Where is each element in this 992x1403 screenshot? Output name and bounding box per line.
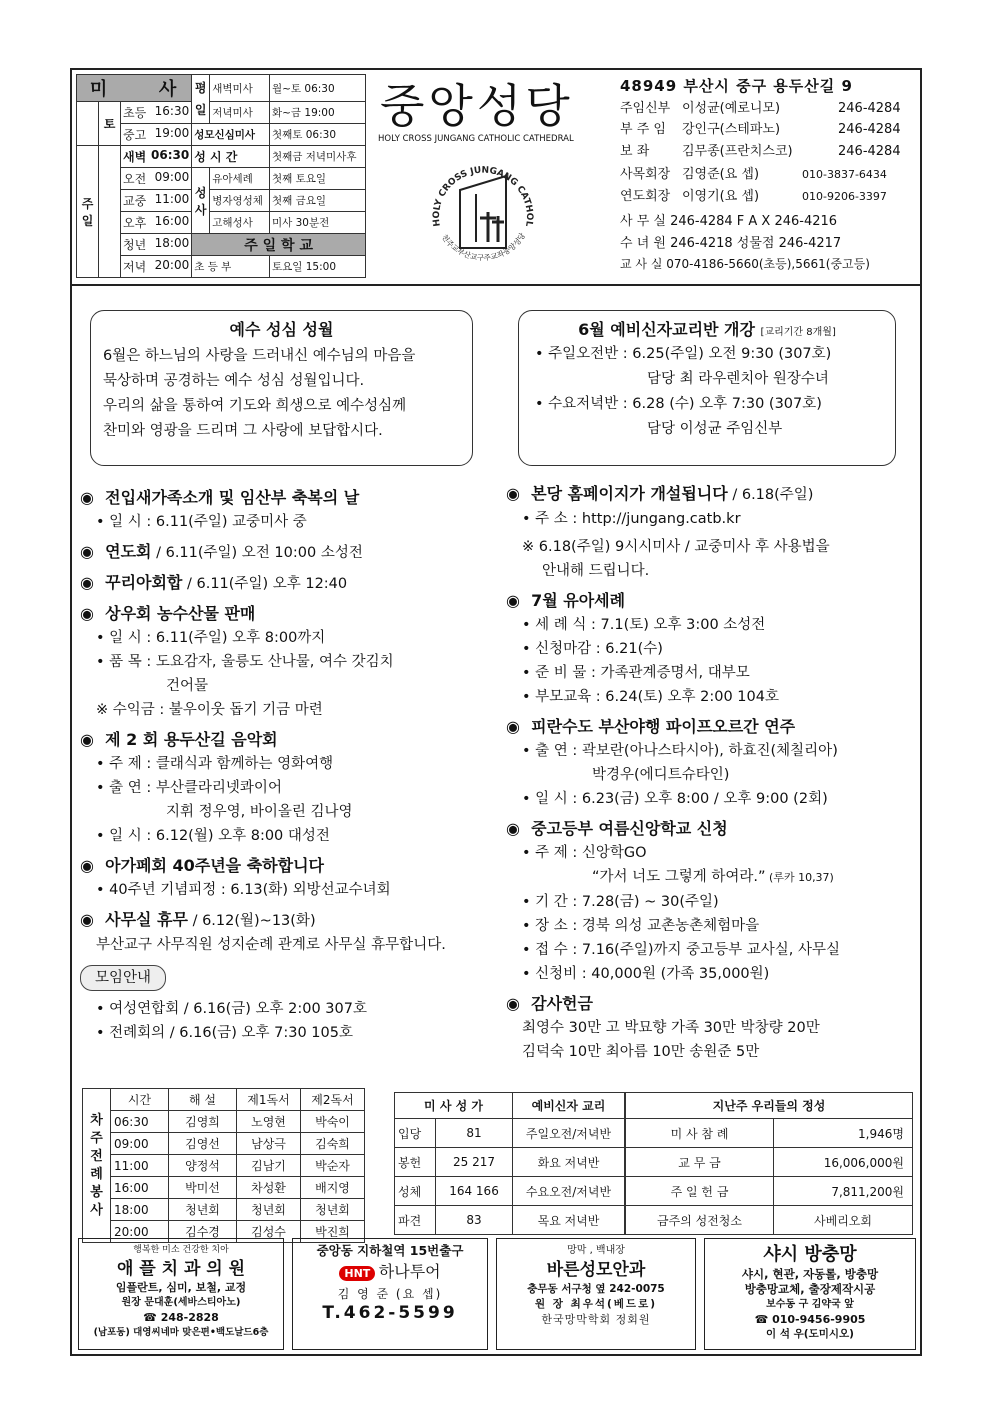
mass-title: 미 사 <box>77 75 192 102</box>
table-row: 미 사 참 례 1,946명 <box>626 1119 913 1148</box>
table-row: 주 일 헌 금 7,811,200원 <box>626 1177 913 1206</box>
school-name: 초 등 부 <box>192 256 270 278</box>
notice-line: • 준 비 물 : 가족관계증명서, 대부모 <box>522 665 750 681</box>
col-header: 예비신자 교리 <box>513 1093 625 1119</box>
notice-line: 안내해 드립니다. <box>542 563 650 579</box>
teachers-phone: 교 사 실 070-4186-5660(초등),5661(중고등) <box>620 257 870 271</box>
notice-line: • 주 제 : 신앙학GO <box>522 845 647 861</box>
mass-time: 월~토 06:30 <box>269 75 365 102</box>
school-time: 토요일 15:00 <box>269 256 365 278</box>
staff-row: 사목회장 김영준(요 셉) 010-3837-6434 <box>620 167 887 182</box>
notice-line: • 기 간 : 7.28(금) ~ 30(주일) <box>522 894 719 910</box>
box-line: 6월은 하느님의 사랑을 드러내신 예수님의 마음을 <box>103 348 416 364</box>
notice-line: 박경우(에디트슈타인) <box>592 767 730 783</box>
table-row: 교 무 금 16,006,000원 <box>626 1148 913 1177</box>
notice-line: • 출 연 : 부산클라리넷콰이어 <box>96 780 282 796</box>
box-line: 묵상하며 공경하는 예수 성심 성월입니다. <box>103 373 365 389</box>
notice-line: “가서 너도 그렇게 하여라.” (루카 10,37) <box>592 869 834 885</box>
notice-line: • 일 시 : 6.12(월) 오후 8:00 대성전 <box>96 828 330 844</box>
sacrament-time: 첫째 금요일 <box>269 190 365 212</box>
mass-time: 첫째토 06:30 <box>269 124 365 146</box>
sacrament-time: 미사 30분전 <box>269 212 365 234</box>
notice-line: • 세 례 식 : 7.1(토) 오후 3:00 소성전 <box>522 617 766 633</box>
meeting-line: • 여성연합회 / 6.16(금) 오후 2:00 307호 <box>96 1001 367 1017</box>
notice-line: • 일 시 : 6.23(금) 오후 8:00 / 오후 9:00 (2회) <box>522 791 828 807</box>
col-header: 제1독서 <box>237 1089 301 1111</box>
box-title: 예수 성심 성월 <box>229 320 334 339</box>
notice-line: • 장 소 : 경북 의성 교촌농촌체험마을 <box>522 918 760 934</box>
notice-line: 최영수 30만 고 박묘향 가족 30만 박창량 20만 <box>522 1020 820 1036</box>
sacrament-name: 병자영성체 <box>210 190 270 212</box>
notice-title: ◉ 감사헌금 <box>506 994 593 1013</box>
sacrament-time-label: 성 시 간 <box>192 146 270 168</box>
notice-line: ※ 6.18(주일) 9시시미사 / 교중미사 후 사용법을 <box>522 539 830 555</box>
svg-text:HOLY CROSS JUNGANG CATHOLIC CA: HOLY CROSS JUNGANG CATHOL <box>431 165 535 228</box>
table-row: 봉헌 25 217 화요 저녁반 <box>395 1148 625 1177</box>
sacrament-label: 성사 <box>192 168 210 234</box>
office-phone: 사 무 실 246-4284 F A X 246-4216 <box>620 214 838 229</box>
offering-table <box>625 1092 913 1235</box>
seal-korean: 천주교부산교구주교좌중앙성당 <box>439 231 528 263</box>
bulletin-page <box>70 68 922 1356</box>
mass-name: 초등 16:30 <box>121 102 192 124</box>
roster-label: 차주전례봉사 <box>83 1089 111 1243</box>
mass-name: 중고 19:00 <box>121 124 192 146</box>
col-header: 시간 <box>111 1089 169 1111</box>
sacred-heart-box <box>90 310 473 466</box>
col-header: 제2독서 <box>301 1089 365 1111</box>
table-row: 성체 164 166 수요오전/저녁반 <box>395 1177 625 1206</box>
table-row: 파견 83 목요 저녁반 <box>395 1206 625 1235</box>
box-line: 찬미와 영광을 드리며 그 사랑에 보답합시다. <box>103 423 383 439</box>
notice-title: ◉ 제 2 회 용두산길 음악회 <box>80 730 278 749</box>
table-row: 16:00 박미선 차성환 배지영 <box>83 1177 365 1199</box>
notice-title: ◉ 본당 홈페이지가 개설됩니다 / 6.18(주일) <box>506 484 814 503</box>
table-row: 20:00 김수경 김성수 박진희 <box>83 1221 365 1243</box>
mass-schedule-table: 미 사 평일 새벽미사 월~토 06:30 토 초등 16:30 저녁미사 화~금 19:00 중고 19:00 성모신심미사 첫째토 06:30 주일 새벽 06:30 성 시 간 첫째금 저녁미사후 오전 09:00 성사 유아세례 첫째 토요일 교중 11:00 병자영성체 첫째 금요일 오후 16:00 고해성사 미사 30분전 청년 18:00 주 일 학 교 저녁 20:00 초 등 부 토요일 15:00 <box>76 74 366 278</box>
notice-title: ◉ 피란수도 부산야행 파이프오르간 연주 <box>506 717 796 736</box>
notice-title: ◉ 꾸리아회합 / 6.11(주일) 오후 12:40 <box>80 573 348 592</box>
contact-block <box>620 76 916 276</box>
table-row: 11:00 양정석 김남기 박순자 <box>83 1155 365 1177</box>
table-row: 06:30 김영희 노영현 박숙이 <box>83 1111 365 1133</box>
ad-window: 샤시 방충망 샤시, 현관, 자동롤, 방충망 방충망교체, 출장제작시공 보수동 구 김약국 앞 ☎ 010-9456-9905 이 석 우(도미시오) <box>704 1238 916 1350</box>
notice-line: 부산교구 사무직원 성지순례 관계로 사무실 휴무합니다. <box>96 937 446 953</box>
sacrament-time: 첫째금 저녁미사후 <box>269 146 365 168</box>
offering-title: 지난주 우리들의 정성 <box>626 1093 913 1119</box>
sat-label: 토 <box>99 102 121 146</box>
box-line: • 주일오전반 : 6.25(주일) 오전 9:30 (307호) <box>535 346 832 362</box>
notice-line: • 출 연 : 곽보란(아나스타시아), 하효진(체칠리아) <box>522 743 838 759</box>
header-divider <box>72 284 920 286</box>
ads-row <box>76 1238 916 1352</box>
mass-name: 새벽미사 <box>210 75 270 102</box>
notice-line: • 일 시 : 6.11(주일) 오후 8:00까지 <box>96 630 326 646</box>
church-title: 중앙성당 <box>380 79 574 133</box>
sun-label: 주일 <box>77 146 99 278</box>
table-row: 입당 81 주일오전/저녁반 <box>395 1119 625 1148</box>
col-header: 해 설 <box>169 1089 237 1111</box>
table-row: 18:00 청년회 청년회 청년회 <box>83 1199 365 1221</box>
ad-travel: 중앙동 지하철역 15번출구 HNT 하나투어 김 영 준 (요 셉) T.462-5599 <box>292 1238 488 1350</box>
box-line: • 수요저녁반 : 6.28 (수) 오후 7:30 (307호) <box>535 396 822 412</box>
box-line: 우리의 삶을 통하여 기도와 희생으로 예수성심께 <box>103 398 407 414</box>
notice-line: • 신청마감 : 6.21(수) <box>522 641 663 657</box>
box-line: 담당 최 라우렌치아 원장수녀 <box>647 371 829 387</box>
mass-stats-table <box>394 1092 625 1235</box>
notice-line: • 접 수 : 7.16(주일)까지 중고등부 교사실, 사무실 <box>522 942 841 958</box>
mass-time: 화~금 19:00 <box>269 102 365 124</box>
staff-row: 주임신부 이성균(예로니모) 246-4284 <box>620 100 901 116</box>
notice-title: ◉ 아가페회 40주년을 축하합니다 <box>80 856 324 875</box>
table-row: 금주의 성전청소 사베리오회 <box>626 1206 913 1235</box>
staff-row: 부 주 임 강인구(스테파노) 246-4284 <box>620 122 901 137</box>
homepage-link[interactable]: • 주 소 : http://jungang.catb.kr <box>522 511 741 527</box>
notice-line: • 주 제 : 클래식과 함께하는 영화여행 <box>96 756 334 772</box>
ad-dental: 행복한 미소 건강한 치아 애 플 치 과 의 원 임플란트, 심미, 보철, 교정 원장 문대훈(세바스티아노) ☎ 248-2828 (남포동) 대영씨네마 맞은편•백도날드6층 <box>78 1238 284 1350</box>
convent-phone: 수 녀 원 246-4218 성물점 246-4217 <box>620 235 842 251</box>
sacrament-name: 고해성사 <box>210 212 270 234</box>
meetings-tab: 모임안내 <box>80 965 166 991</box>
notice-line: 건어물 <box>166 678 209 694</box>
service-roster-table <box>82 1088 365 1243</box>
church-english: HOLY CROSS JUNGANG CATHOLIC CATHEDRAL <box>378 134 574 144</box>
catechumen-box <box>518 310 896 466</box>
table-row: 09:00 김영선 남상극 김숙희 <box>83 1133 365 1155</box>
col-header: 미 사 성 가 <box>395 1093 513 1119</box>
notice-line: • 40주년 기념피정 : 6.13(화) 외방선교수녀회 <box>96 882 391 898</box>
notice-line: 지휘 정우영, 바이올린 김나영 <box>166 804 353 820</box>
notice-title: ◉ 사무실 휴무 / 6.12(월)~13(화) <box>80 910 316 929</box>
right-column <box>506 476 918 1064</box>
notice-line: • 신청비 : 40,000원 (가족 35,000원) <box>522 966 770 982</box>
left-column <box>80 480 500 1045</box>
notice-title: ◉ 상우회 농수산물 판매 <box>80 604 256 623</box>
notice-title: ◉ 7월 유아세례 <box>506 591 626 610</box>
notice-line: 김덕숙 10만 최아름 10만 송원준 5만 <box>522 1044 760 1060</box>
church-address: 48949 부산시 중구 용두산길 9 <box>620 77 853 95</box>
box-line: 담당 이성균 주임신부 <box>647 421 783 437</box>
meeting-line: • 전례회의 / 6.16(금) 오후 7:30 105호 <box>96 1025 353 1041</box>
notice-title: ◉ 전입새가족소개 및 임산부 축복의 날 <box>80 488 360 507</box>
staff-row: 보 좌 김무종(프란치스코) 246-4284 <box>620 143 901 159</box>
mass-name: 저녁미사 <box>210 102 270 124</box>
cathedral-seal-icon <box>418 152 548 282</box>
staff-row: 연도회장 이영기(요 셉) 010-9206-3397 <box>620 188 887 204</box>
notice-line: ※ 수익금 : 불우이웃 돕기 기금 마련 <box>96 702 323 718</box>
notice-title: ◉ 중고등부 여름신앙학교 신청 <box>506 819 728 838</box>
weekday-label: 평일 <box>192 75 210 124</box>
notice-line: • 부모교육 : 6.24(토) 오후 2:00 104호 <box>522 689 779 705</box>
hanatour-logo-icon: HNT 하나투어 <box>293 1264 487 1281</box>
notice-line: • 품 목 : 도요감자, 울릉도 산나물, 여수 갓김치 <box>96 654 394 670</box>
notice-title: ◉ 연도회 / 6.11(주일) 오전 10:00 소성전 <box>80 542 363 561</box>
ad-eye-clinic: 망막 , 백내장 바른성모안과 충무동 서구청 옆 242-0075 원 장 최우석(베드로) 한국망막학회 정회원 <box>496 1238 696 1350</box>
box-title: 6월 예비신자교리반 개강 [교리기간 8개월] <box>578 320 836 339</box>
first-sat-mass: 성모신심미사 <box>192 124 270 146</box>
school-title: 주 일 학 교 <box>192 234 366 256</box>
notice-line: • 일 시 : 6.11(주일) 교중미사 중 <box>96 514 307 530</box>
sacrament-time: 첫째 토요일 <box>269 168 365 190</box>
sacrament-name: 유아세례 <box>210 168 270 190</box>
